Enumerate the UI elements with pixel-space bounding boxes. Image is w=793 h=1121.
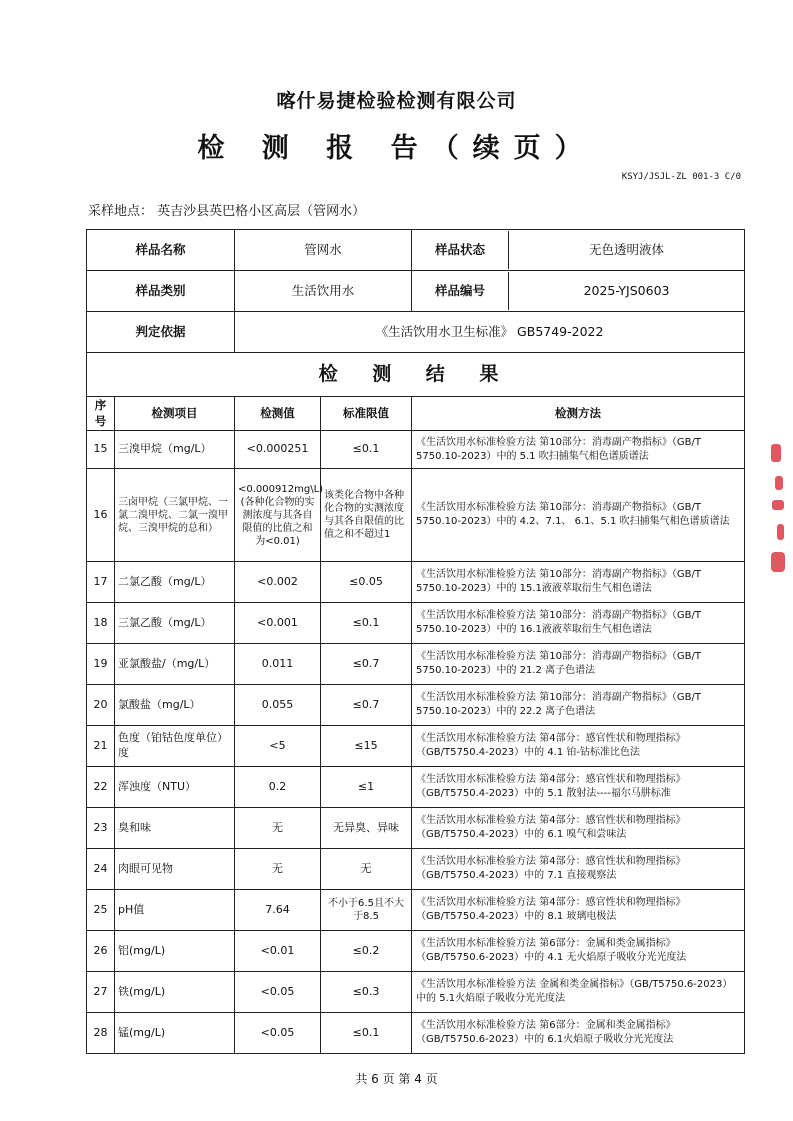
row-item: 氯酸盐（mg/L） [115, 685, 235, 726]
sample-state-cell [412, 230, 745, 271]
row-item: pH值 [115, 890, 235, 931]
table-row [87, 469, 745, 562]
row-limit: ≤1 [321, 767, 412, 808]
report-title: 检 测 报 告（续页） [197, 133, 596, 164]
results-title: 检 测 结 果 [87, 353, 745, 397]
row-item: 肉眼可见物 [115, 849, 235, 890]
row-no: 24 [87, 849, 115, 890]
row-value: 0.055 [235, 685, 321, 726]
row-item: 三卤甲烷（三氯甲烷、一氯二溴甲烷、二氯一溴甲烷、三溴甲烷的总和） [115, 469, 235, 562]
sample-name-label: 样品名称 [87, 230, 235, 271]
table-row [87, 890, 745, 931]
table-row [87, 849, 745, 890]
table-row [87, 972, 745, 1013]
row-no: 19 [87, 644, 115, 685]
row-no: 20 [87, 685, 115, 726]
row-method: 《生活饮用水标准检验方法 第4部分：感官性状和物理指标》（GB/T5750.4-2023）中的 6.1 嗅气和尝味法 [412, 808, 745, 849]
row-limit: ≤0.1 [321, 1013, 412, 1054]
row-limit: ≤0.05 [321, 562, 412, 603]
seal-stamp-icon [767, 440, 789, 580]
table-row [87, 644, 745, 685]
table-row [87, 1013, 745, 1054]
sample-state-label: 样品状态 [412, 231, 509, 269]
table-row [87, 931, 745, 972]
row-no: 27 [87, 972, 115, 1013]
row-item: 浑浊度（NTU） [115, 767, 235, 808]
row-value: <0.000251 [235, 431, 321, 469]
row-value: 0.011 [235, 644, 321, 685]
sample-no-value: 2025-YJS0603 [583, 282, 670, 298]
row-limit: ≤0.1 [321, 603, 412, 644]
sample-state-value: 无色透明液体 [589, 241, 665, 257]
table-row [87, 562, 745, 603]
row-item: 色度（铂钴色度单位）度 [115, 726, 235, 767]
company-name: 喀什易捷检验检测有限公司 [276, 90, 517, 112]
row-method: 《生活饮用水标准检验方法 第4部分：感官性状和物理指标》（GB/T5750.4-2023）中的 8.1 玻璃电极法 [412, 890, 745, 931]
row-item: 三氯乙酸（mg/L） [115, 603, 235, 644]
row-limit: ≤0.7 [321, 644, 412, 685]
table-row [87, 603, 745, 644]
row-method: 《生活饮用水标准检验方法 第4部分：感官性状和物理指标》（GB/T5750.4-2023）中的 7.1 直接观察法 [412, 849, 745, 890]
col-header-method: 检测方法 [412, 397, 745, 431]
row-no: 28 [87, 1013, 115, 1054]
row-item: 铁(mg/L) [115, 972, 235, 1013]
row-limit: ≤15 [321, 726, 412, 767]
row-value: 0.2 [235, 767, 321, 808]
basis-value: 《生活饮用水卫生标准》 GB5749-2022 [235, 312, 745, 353]
row-no: 25 [87, 890, 115, 931]
row-method: 《生活饮用水标准检验方法 第4部分：感官性状和物理指标》（GB/T5750.4-2023）中的 5.1 散射法----福尔马肼标准 [412, 767, 745, 808]
row-no: 18 [87, 603, 115, 644]
row-limit: 不小于6.5且不大于8.5 [321, 890, 412, 931]
row-method: 《生活饮用水标准检验方法 第6部分：金属和类金属指标》（GB/T5750.6-2023）中的 6.1火焰原子吸收分光光度法 [412, 1013, 745, 1054]
row-value: <0.01 [235, 931, 321, 972]
row-item: 臭和味 [115, 808, 235, 849]
row-item: 二氯乙酸（mg/L） [115, 562, 235, 603]
row-item: 铝(mg/L) [115, 931, 235, 972]
row-item: 亚氯酸盐/（mg/L） [115, 644, 235, 685]
row-no: 26 [87, 931, 115, 972]
row-method: 《生活饮用水标准检验方法 第10部分：消毒副产物指标》（GB/T 5750.10-2023）中的 5.1 吹扫捕集气相色谱质谱法 [412, 431, 745, 469]
row-value: <5 [235, 726, 321, 767]
row-limit: 无 [321, 849, 412, 890]
row-value: 7.64 [235, 890, 321, 931]
row-method: 《生活饮用水标准检验方法 第10部分：消毒副产物指标》（GB/T 5750.10-2023）中的 15.1液液萃取衍生气相色谱法 [412, 562, 745, 603]
document-code: KSYJ/JSJL-ZL 001-3 C/0 [621, 172, 741, 182]
row-value: <0.05 [235, 972, 321, 1013]
row-value: 无 [235, 849, 321, 890]
row-no: 16 [87, 469, 115, 562]
sample-name-value: 管网水 [235, 230, 412, 271]
row-method: 《生活饮用水标准检验方法 第4部分：感官性状和物理指标》（GB/T5750.4-2023）中的 4.1 铂-钴标准比色法 [412, 726, 745, 767]
row-no: 22 [87, 767, 115, 808]
row-value: <0.002 [235, 562, 321, 603]
table-row [87, 767, 745, 808]
sampling-site: 采样地点： 英吉沙县英巴格小区高层（管网水） [88, 204, 366, 219]
row-item: 三溴甲烷（mg/L） [115, 431, 235, 469]
row-limit: ≤0.2 [321, 931, 412, 972]
row-limit: ≤0.1 [321, 431, 412, 469]
table-row [87, 726, 745, 767]
row-method: 《生活饮用水标准检验方法 第10部分：消毒副产物指标》（GB/T 5750.10-2023）中的 4.2、7.1、 6.1、5.1 吹扫捕集气相色谱质谱法 [412, 469, 745, 562]
col-header-limit: 标准限值 [321, 397, 412, 431]
row-limit: ≤0.3 [321, 972, 412, 1013]
sample-type-label: 样品类别 [87, 271, 235, 312]
row-no: 17 [87, 562, 115, 603]
row-item: 锰(mg/L) [115, 1013, 235, 1054]
row-method: 《生活饮用水标准检验方法 第6部分：金属和类金属指标》（GB/T5750.6-2023）中的 4.1 无火焰原子吸收分光光度法 [412, 931, 745, 972]
col-header-no: 序号 [87, 397, 115, 431]
sample-no-label: 样品编号 [412, 272, 509, 310]
row-limit: 该类化合物中各种化合物的实测浓度与其各自限值的比值之和不超过1 [321, 469, 412, 562]
row-no: 15 [87, 431, 115, 469]
report-table [86, 229, 745, 1054]
table-row [87, 685, 745, 726]
sample-no-cell [412, 271, 745, 312]
col-header-value: 检测值 [235, 397, 321, 431]
row-method: 《生活饮用水标准检验方法 金属和类金属指标》（GB/T5750.6-2023）中的 5.1火焰原子吸收分光光度法 [412, 972, 745, 1013]
basis-label: 判定依据 [87, 312, 235, 353]
row-no: 23 [87, 808, 115, 849]
row-value: <0.000912mg\L)(各种化合物的实测浓度与其各自限值的比值之和为<0.01) [235, 469, 321, 562]
row-method: 《生活饮用水标准检验方法 第10部分：消毒副产物指标》（GB/T 5750.10-2023）中的 21.2 离子色谱法 [412, 644, 745, 685]
row-no: 21 [87, 726, 115, 767]
row-value: <0.05 [235, 1013, 321, 1054]
row-method: 《生活饮用水标准检验方法 第10部分：消毒副产物指标》（GB/T 5750.10-2023）中的 22.2 离子色谱法 [412, 685, 745, 726]
table-row [87, 431, 745, 469]
sample-type-value: 生活饮用水 [235, 271, 412, 312]
row-value: 无 [235, 808, 321, 849]
page-footer: 共 6 页 第 4 页 [355, 1072, 438, 1086]
col-header-item: 检测项目 [115, 397, 235, 431]
row-limit: ≤0.7 [321, 685, 412, 726]
table-row [87, 808, 745, 849]
row-method: 《生活饮用水标准检验方法 第10部分：消毒副产物指标》（GB/T 5750.10-2023）中的 16.1液液萃取衍生气相色谱法 [412, 603, 745, 644]
row-limit: 无异臭、异味 [321, 808, 412, 849]
row-value: <0.001 [235, 603, 321, 644]
